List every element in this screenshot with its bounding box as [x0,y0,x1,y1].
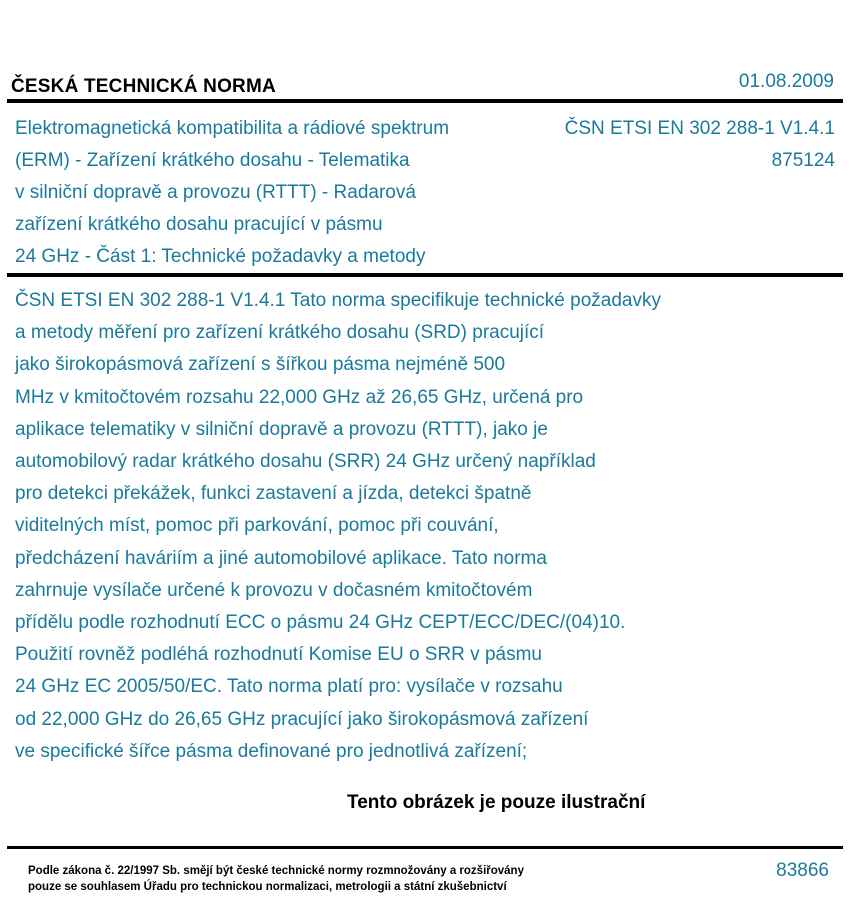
abstract-line: ČSN ETSI EN 302 288-1 V1.4.1 Tato norma specifikuje technické požadavky [15,290,661,311]
abstract-line: od 22,000 GHz do 26,65 GHz pracující jako širokopásmová zařízení [15,708,589,730]
abstract-line: přídělu podle rozhodnutí ECC o pásmu 24 GHz CEPT/ECC/DEC/(04)10. [15,612,626,634]
footer-rule [7,846,843,849]
header-rule [7,99,843,103]
standard-title [15,113,525,273]
abstract-line: jako širokopásmová zařízení s šířkou pásma nejméně 500 [15,354,506,376]
abstract-line: pro detekci překážek, funkci zastavení a jízda, detekci špatně [15,483,532,505]
document-number: 83866 [776,860,829,881]
legal-line: pouze se souhlasem Úřadu pro technickou normalizaci, metrologii a státní zkušebnictví [28,881,507,893]
abstract-line: MHz v kmitočtovém rozsahu 22,000 GHz až 26,65 GHz, určená pro [15,386,584,408]
abstract-line: automobilový radar krátkého dosahu (SRR) 24 GHz určený například [15,451,596,473]
standard-code: ČSN ETSI EN 302 288-1 V1.4.1 [564,118,835,139]
abstract-text [15,285,775,768]
publication-date: 01.08.2009 [738,71,834,92]
title-line: Elektromagnetická kompatibilita a rádiové spektrum [15,118,450,139]
title-rule [7,273,843,277]
title-line: v silniční dopravě a provozu (RTTT) - Radarová [15,182,416,203]
abstract-line: aplikace telematiky v silniční dopravě a provozu (RTTT), jako je [15,418,548,440]
title-line: (ERM) - Zařízení krátkého dosahu - Telematika [15,150,410,171]
abstract-line: zahrnuje vysílače určené k provozu v dočasném kmitočtovém [15,579,533,601]
legal-notice [28,863,524,895]
abstract-line: a metody měření pro zařízení krátkého dosahu (SRD) pracující [15,322,545,344]
illustration-note: Tento obrázek je pouze ilustrační [347,792,646,813]
standard-identifiers [565,113,835,177]
page-title: ČESKÁ TECHNICKÁ NORMA [11,76,276,97]
title-line: 24 GHz - Část 1: Technické požadavky a metody [15,246,426,267]
abstract-line: Použití rovněž podléhá rozhodnutí Komise EU o SRR v pásmu [15,644,542,666]
class-number: 875124 [771,150,835,171]
abstract-line: viditelných míst, pomoc při parkování, pomoc při couvání, [15,515,499,537]
legal-line: Podle zákona č. 22/1997 Sb. smějí být české technické normy rozmnožovány a rozšiřovány [28,865,524,877]
abstract-line: 24 GHz EC 2005/50/EC. Tato norma platí pro: vysílače v rozsahu [15,676,563,698]
abstract-line: předcházení haváriím a jiné automobilové aplikace. Tato norma [15,547,547,569]
title-line: zařízení krátkého dosahu pracující v pásmu [15,214,383,235]
abstract-line: ve specifické šířce pásma definované pro jednotlivá zařízení; [15,740,528,762]
